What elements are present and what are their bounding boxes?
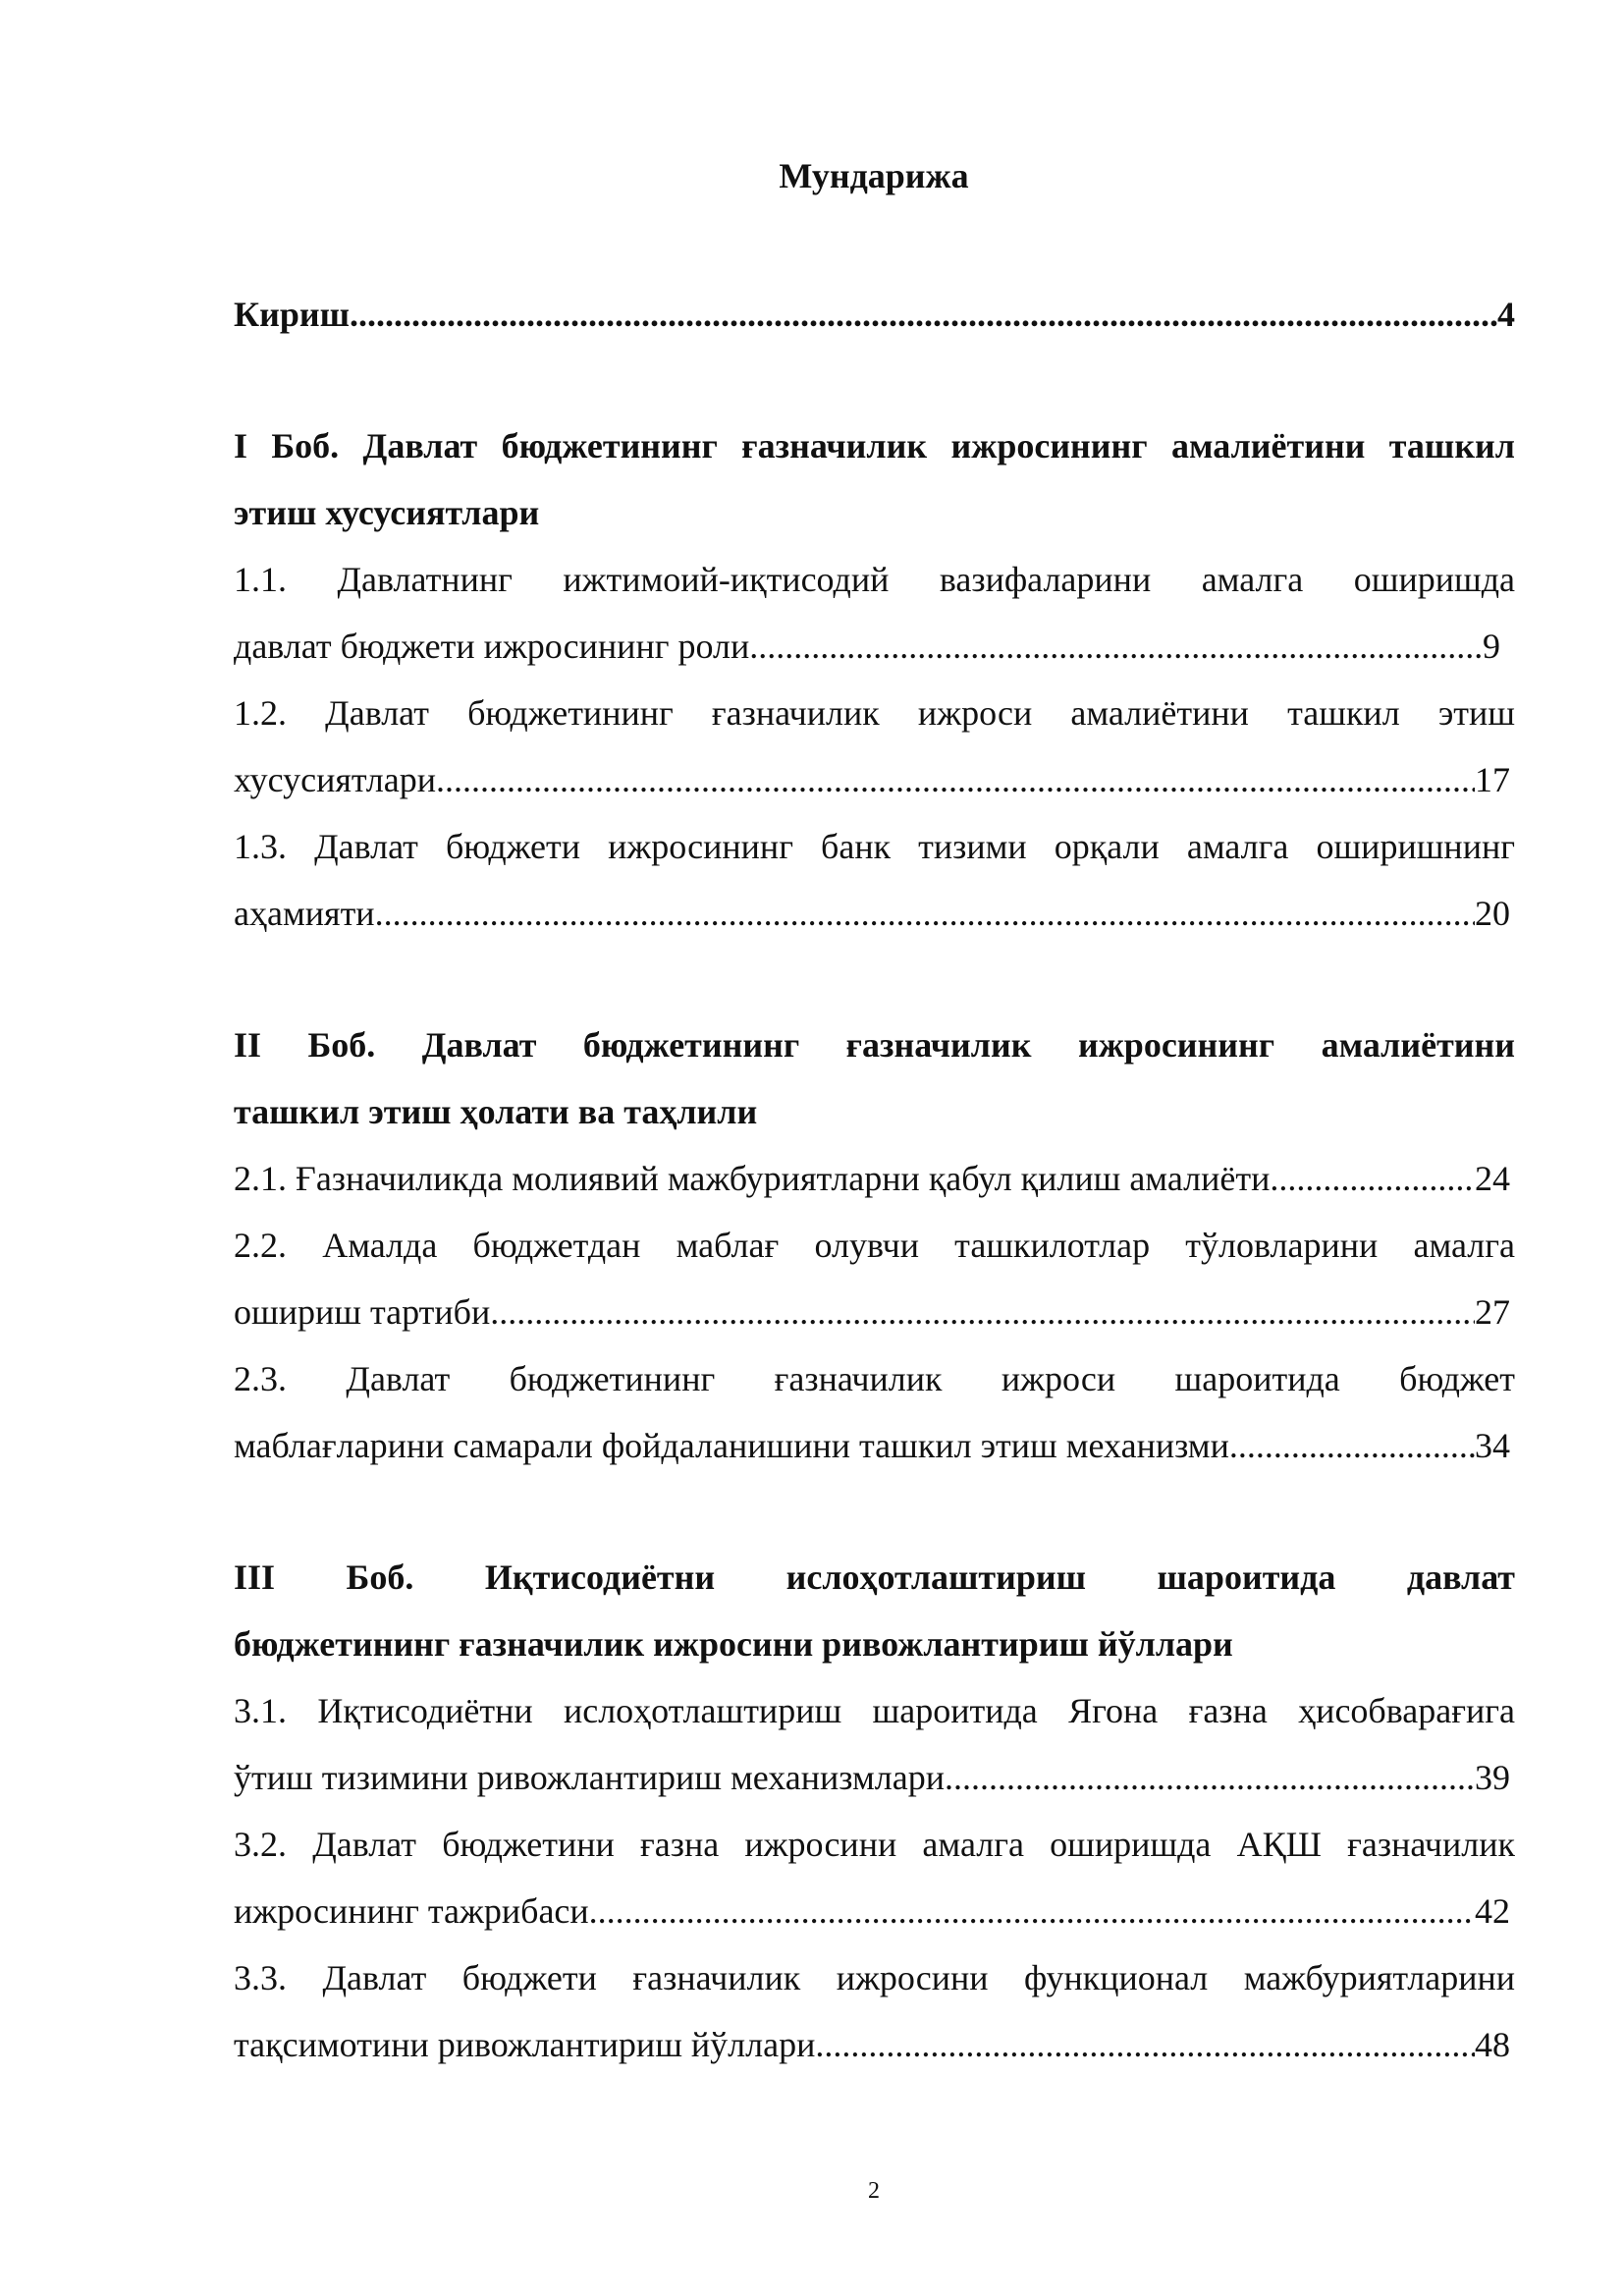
toc-leader-dots [945,1756,1475,1799]
toc-page-number: 4 [1497,295,1515,334]
section-3-2-line-1: 3.2. Давлат бюджетини ғазна ижросини амалга оширишда АҚШ ғазначилик [234,1825,1515,1864]
chapter-1-heading-line-1: I Боб. Давлат бюджетининг ғазначилик ижросининг амалиётини ташкил [234,426,1515,465]
toc-entry-text: маблағларини самарали фойдаланишини ташкил этиш механизми [234,1426,1229,1465]
toc-leader-dots [436,758,1475,801]
toc-leader-dots [589,1889,1475,1933]
toc-page-number: 17 [1475,760,1510,799]
toc-entry-text: ошириш тартиби [234,1292,491,1332]
toc-page-number: 34 [1475,1426,1510,1465]
page-title: Мундарижа [779,156,969,195]
section-3-3-line-1: 3.3. Давлат бюджети ғазначилик ижросини функционал мажбуриятларини [234,1958,1515,1997]
toc-leader-dots [375,892,1475,935]
section-2-3-line-2 [234,1424,1510,1467]
section-1-3-line-2 [234,892,1510,935]
section-1-1-line-2 [234,625,1500,668]
section-1-3-line-1: 1.3. Давлат бюджети ижросининг банк тизими орқали амалга оширишнинг [234,827,1515,866]
toc-page-number: 9 [1483,627,1500,666]
toc-entry-text: тақсимотини ривожлантириш йўллари [234,2025,816,2064]
toc-page-number: 48 [1475,2025,1510,2064]
section-3-3-line-2 [234,2023,1510,2066]
toc-entry-text: хусусиятлари [234,760,436,799]
chapter-3-heading-line-1: III Боб. Иқтисодиётни ислоҳотлаштириш шароитида давлат [234,1558,1515,1597]
page-number: 2 [868,2178,880,2204]
section-2-2-line-2 [234,1290,1510,1334]
toc-leader-dots [749,625,1483,668]
toc-entry-text: аҳамияти [234,894,375,933]
chapter-2-heading-line-1: II Боб. Давлат бюджетининг ғазначилик ижросининг амалиётини [234,1025,1515,1065]
toc-entry-text: ўтиш тизимини ривожлантириш механизмлари [234,1758,945,1797]
section-2-1 [234,1157,1510,1200]
chapter-2-heading-line-2: ташкил этиш ҳолати ва таҳлили [234,1092,758,1131]
toc-entry-text: давлат бюджети ижросининг роли [234,627,750,666]
toc-leader-dots [1270,1157,1475,1200]
section-3-1-line-2 [234,1756,1510,1799]
section-1-2-line-1: 1.2. Давлат бюджетининг ғазначилик ижроси амалиётини ташкил этиш [234,693,1515,733]
chapter-1-heading-line-2: этиш хусусиятлари [234,493,540,532]
toc-leader-dots [1229,1424,1475,1467]
toc-entry-text: Кириш [234,295,351,334]
toc-entry-text: ижросининг тажрибаси [234,1891,589,1931]
section-2-3-line-1: 2.3. Давлат бюджетининг ғазначилик ижроси шароитида бюджет [234,1359,1515,1398]
toc-entry-text: 2.1. Ғазначиликда молиявий мажбуриятларни қабул қилиш амалиёти [234,1159,1271,1198]
toc-page-number: 27 [1475,1292,1510,1332]
toc-leader-dots [350,293,1497,336]
toc-leader-dots [490,1290,1475,1334]
toc-page-number: 20 [1475,894,1510,933]
section-1-2-line-2 [234,758,1510,801]
section-3-2-line-2 [234,1889,1510,1933]
section-2-2-line-1: 2.2. Амалда бюджетдан маблағ олувчи ташкилотлар тўловларини амалга [234,1226,1515,1265]
chapter-3-heading-line-2: бюджетининг ғазначилик ижросини ривожлантириш йўллари [234,1624,1233,1664]
toc-page-number: 24 [1475,1159,1510,1198]
toc-leader-dots [815,2023,1475,2066]
toc-page-number: 39 [1475,1758,1510,1797]
toc-entry-intro [234,293,1515,336]
section-3-1-line-1: 3.1. Иқтисодиётни ислоҳотлаштириш шароитида Ягона ғазна ҳисобварағига [234,1691,1515,1730]
section-1-1-line-1: 1.1. Давлатнинг ижтимоий-иқтисодий вазифаларини амалга оширишда [234,560,1515,599]
toc-page-number: 42 [1475,1891,1510,1931]
